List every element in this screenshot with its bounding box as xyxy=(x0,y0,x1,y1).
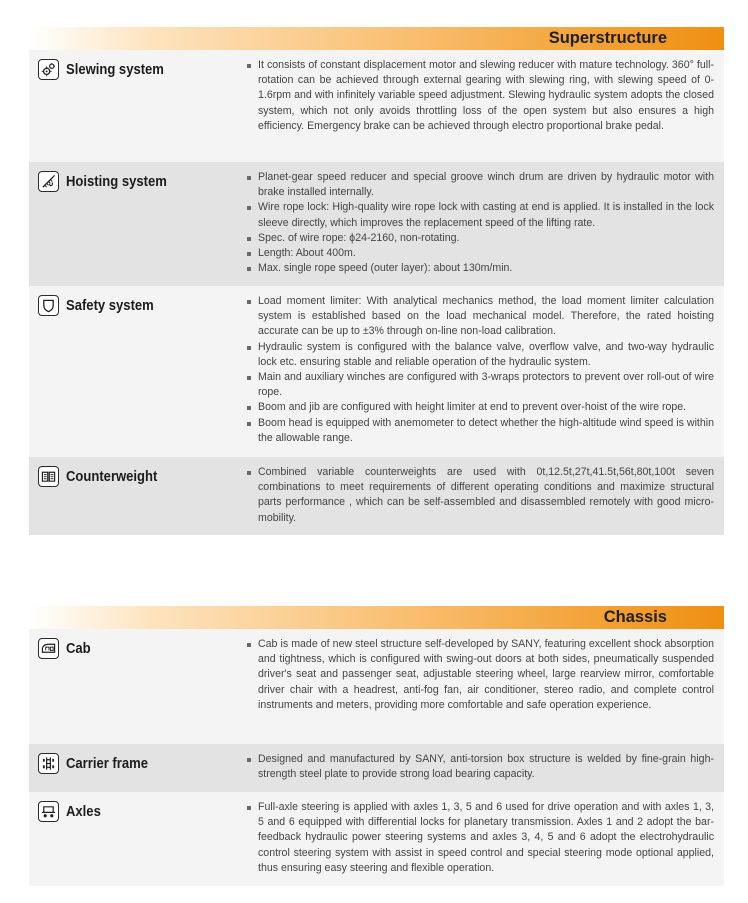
bullet-item: Load moment limiter: With analytical mechanics method, the load moment limiter calculation system is established based on the load mechanical model. Therefore, the rated hoisting accurate can be up to ±3% through on-line non-load calibration. xyxy=(246,294,714,340)
bullet-item: Max. single rope speed (outer layer): about 130m/min. xyxy=(246,261,714,276)
bullet-item: It consists of constant displacement motor and slewing reducer with mature technology. 360° full-rotation can be achieved through external gearing with slewing ring, with slewing speed of 0-1.6rpm and with infinitely variable speed adjustment. Slewing hydraulic system adopts the closed system, which not only avoids throttling loss of the open system but also ensures a high efficiency. Emergency brake can be achieved through electro proportional brake pedal. xyxy=(246,58,714,134)
row-title: Axles xyxy=(66,803,101,820)
bullet-item: Boom and jib are configured with height limiter at end to prevent over-hoist of the wire rope. xyxy=(246,400,714,415)
section-title: Superstructure xyxy=(548,29,667,47)
bullet-item: Designed and manufactured by SANY, anti-torsion box structure is welded by fine-grain high-strength steel plate to provide strong load bearing capacity. xyxy=(246,752,714,782)
chassis-section xyxy=(29,606,724,886)
bullet-list xyxy=(29,637,714,713)
row-heading xyxy=(38,466,168,487)
spec-row-slewing-system xyxy=(29,50,724,162)
superstructure-section xyxy=(29,27,724,535)
gear-slewing-icon xyxy=(38,59,59,80)
spec-row-cab xyxy=(29,629,724,744)
row-heading xyxy=(38,801,105,822)
spec-row-counterweight xyxy=(29,457,724,535)
row-heading xyxy=(38,295,164,316)
row-title: Safety system xyxy=(66,297,154,314)
bullet-item: Spec. of wire rope: ϕ24-2160, non-rotating. xyxy=(246,231,714,246)
spec-row-axles xyxy=(29,792,724,886)
bullet-list xyxy=(29,294,714,446)
bullet-item: Full-axle steering is applied with axles 1, 3, 5 and 6 used for drive operation and with axles 1, 3, 5 and 6 equipped with differential locks for planetary transmission. Axles 1 and 2 adopt the bar-feedback hydraulic power steering systems and axles 3, 4, 5 and 6 adopt the electrohydraulic control steering system with assist in speed control and special steering mode optional applied, thus ensuring easy steering and flexible operation. xyxy=(246,800,714,876)
bullet-item: Combined variable counterweights are used with 0t,12.5t,27t,41.5t,56t,80t,100t seven combinations to meet requirements of different operating conditions and maximize structural parts performance , which can be self-assembled and disassembled remotely with good micro-mobility. xyxy=(246,465,714,526)
bullet-item: Cab is made of new steel structure self-developed by SANY, featuring excellent shock absorption and tightness, which is configured with swing-out doors at both sides, pneumatically suspended driver's seat and passenger seat, adjustable steering wheel, large rearview mirror, comfortable driver chair with a headrest, anti-fog fan, air conditioner, stereo radio, and complete control instruments and meters, providing more comfortable and safe operation experience. xyxy=(246,637,714,713)
section-banner xyxy=(29,27,724,50)
row-heading xyxy=(38,59,175,80)
row-title: Hoisting system xyxy=(66,173,167,190)
bullet-item: Planet-gear speed reducer and special groove winch drum are driven by hydraulic motor with brake installed internally. xyxy=(246,170,714,200)
row-heading xyxy=(38,753,157,774)
bullet-list xyxy=(29,800,714,876)
counterweight-icon xyxy=(38,466,59,487)
spec-row-hoisting-system xyxy=(29,162,724,286)
axles-icon xyxy=(38,801,59,822)
hoist-hook-icon xyxy=(38,171,59,192)
bullet-item: Length: About 400m. xyxy=(246,246,714,261)
row-title: Slewing system xyxy=(66,61,164,78)
bullet-item: Hydraulic system is configured with the balance valve, overflow valve, and two-way hydraulic lock etc. ensuring stable and reliable operation of the hydraulic system. xyxy=(246,340,714,370)
row-heading xyxy=(38,171,178,192)
bullet-item: Boom head is equipped with anemometer to detect whether the high-altitude wind speed is within the allowable range. xyxy=(246,416,714,446)
row-title: Cab xyxy=(66,640,91,657)
carrier-frame-icon xyxy=(38,753,59,774)
row-title: Carrier frame xyxy=(66,755,148,772)
spec-row-safety-system xyxy=(29,286,724,457)
section-title: Chassis xyxy=(603,608,667,626)
cab-icon xyxy=(38,638,59,659)
row-heading xyxy=(38,638,93,659)
bullet-item: Main and auxiliary winches are configured with 3-wraps protectors to prevent over roll-out of wire rope. xyxy=(246,370,714,400)
section-banner xyxy=(29,606,724,629)
bullet-item: Wire rope lock: High-quality wire rope lock with casting at end is applied. It is installed in the lock sleeve directly, which improves the replacement speed of the lifting rate. xyxy=(246,200,714,230)
spec-row-carrier-frame xyxy=(29,744,724,792)
shield-icon xyxy=(38,295,59,316)
row-title: Counterweight xyxy=(66,468,158,485)
